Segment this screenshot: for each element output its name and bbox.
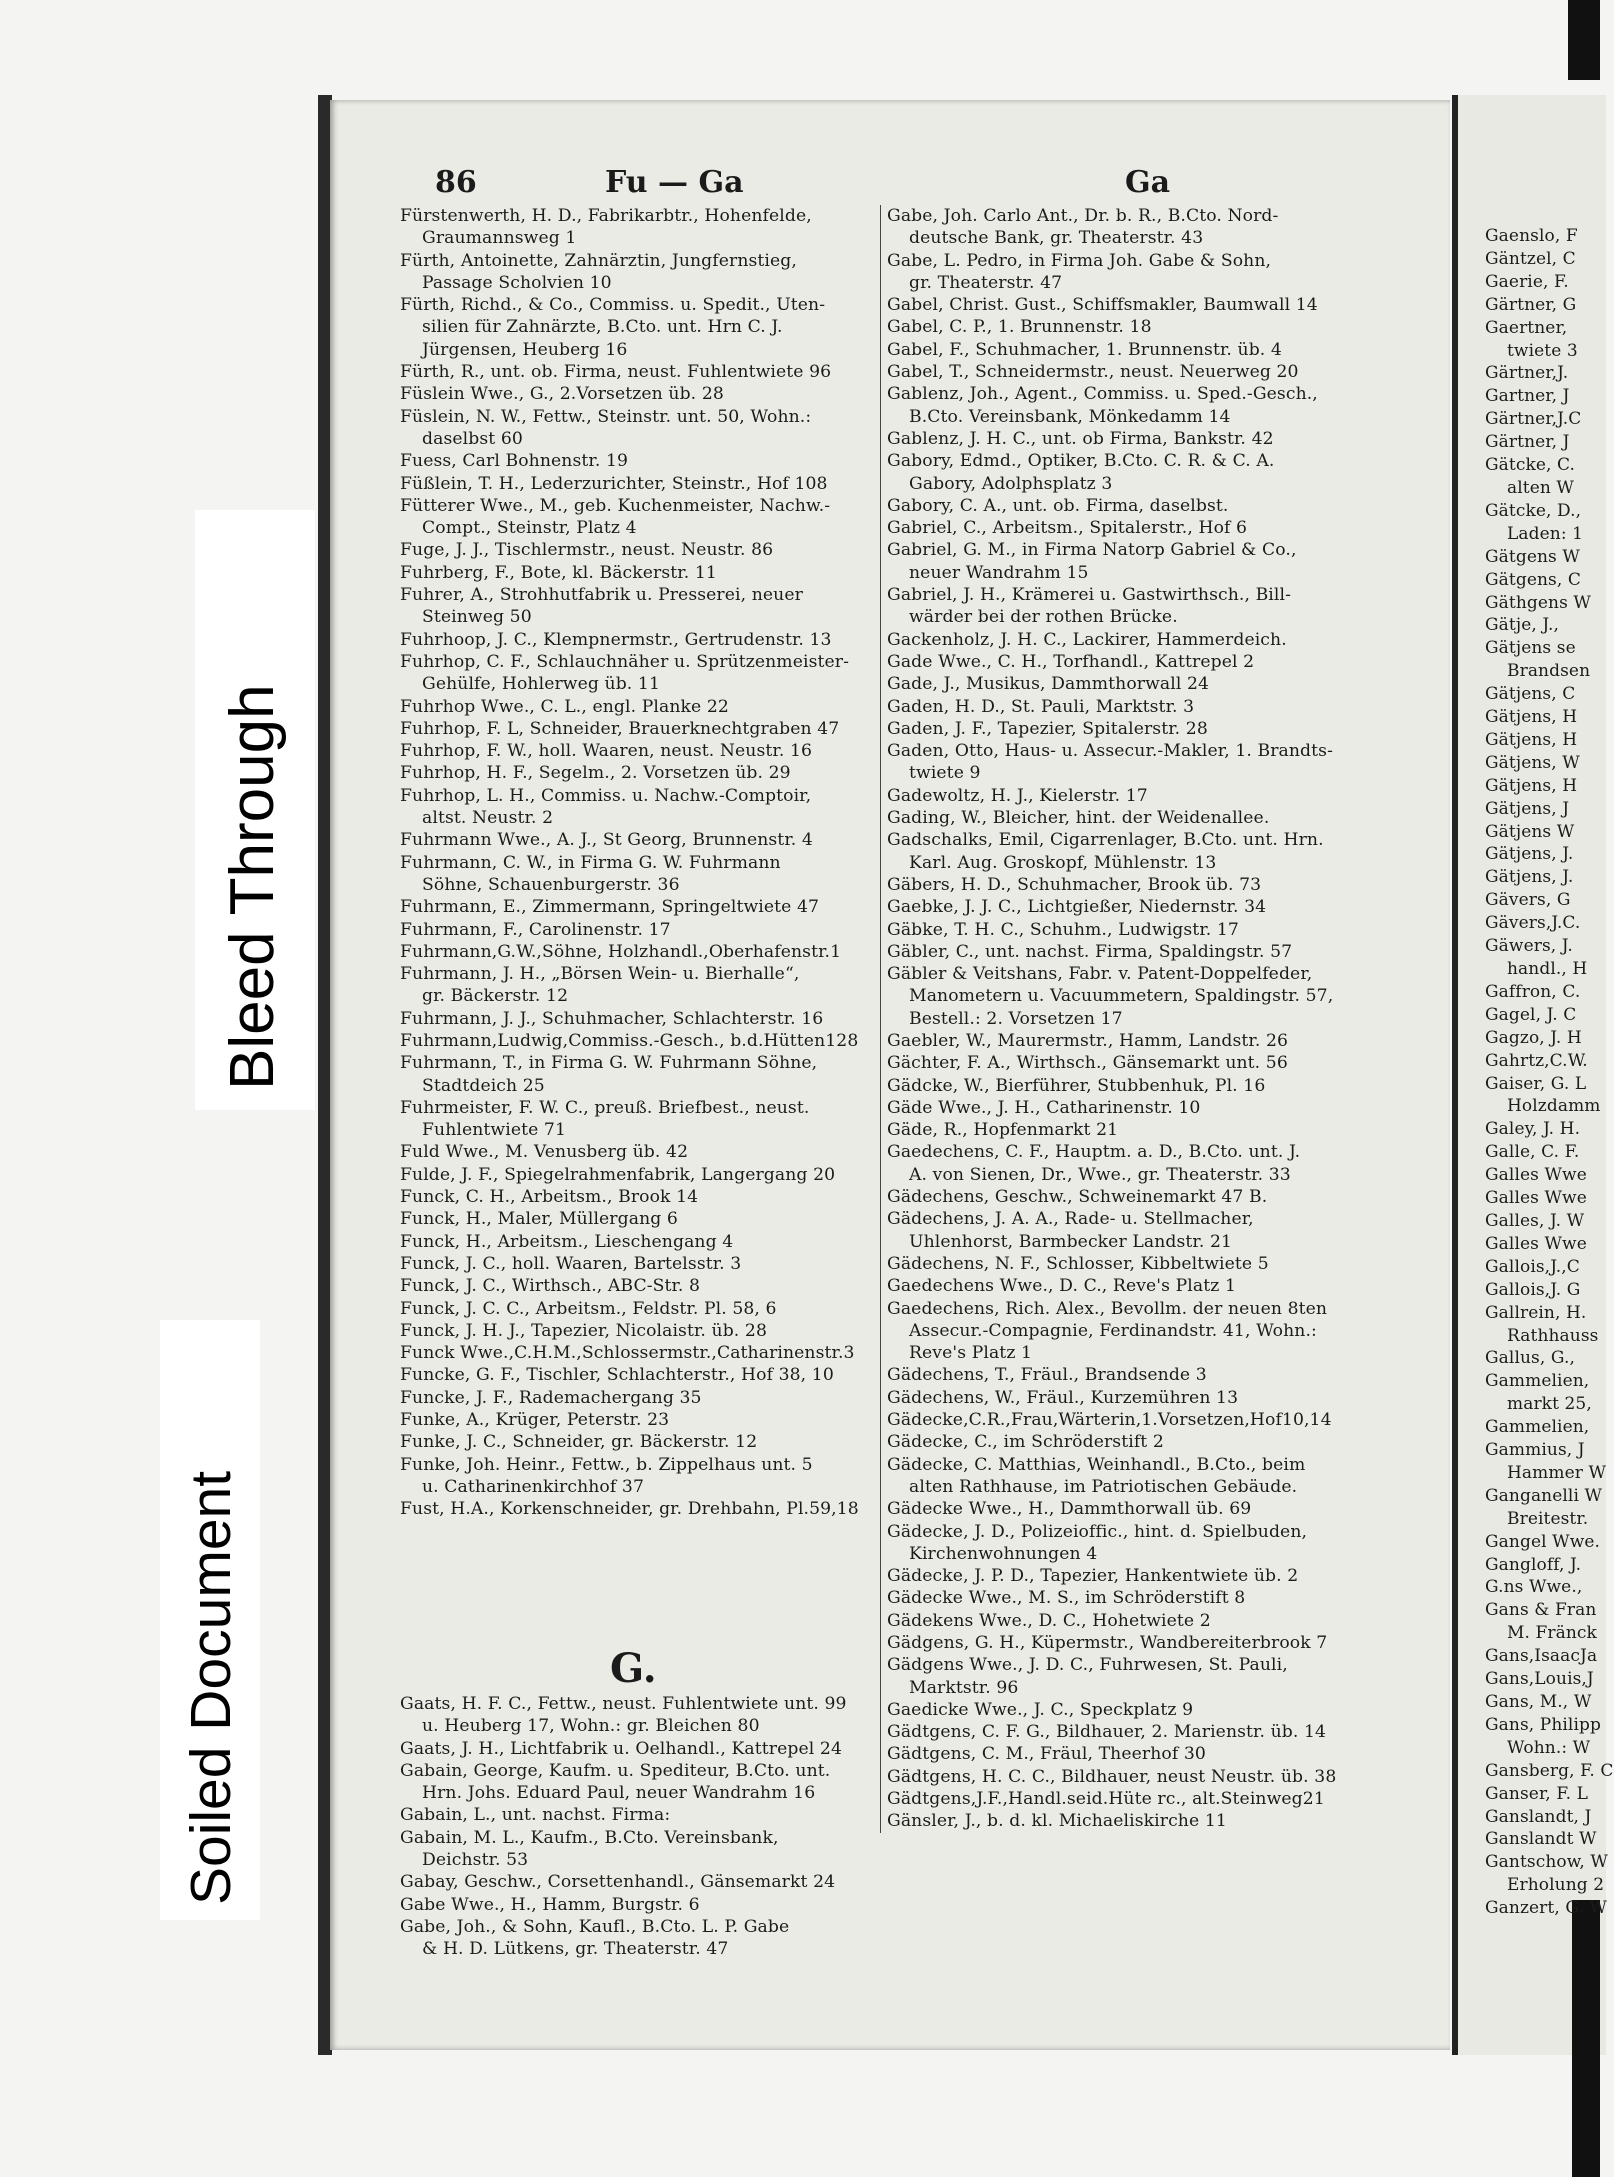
directory-entry-line: Gädechens, Geschw., Schweinemarkt 47 B. [887,1187,1268,1208]
directory-entry-line: Manometern u. Vacuummetern, Spaldingstr. 57, [909,986,1334,1007]
directory-entry-line: Gammelien, [1485,1371,1590,1392]
directory-entry-line: Gammelien, [1485,1417,1590,1438]
directory-entry-line: Gätjens, H [1485,729,1578,750]
directory-entry-line: Compt., Steinstr, Platz 4 [422,518,637,539]
directory-entry-line: Fuhrhop Wwe., C. L., engl. Planke 22 [400,696,729,717]
directory-entry-line: Gädekens Wwe., D. C., Hohetwiete 2 [887,1610,1211,1631]
directory-entry-line: A. von Sienen, Dr., Wwe., gr. Theaterstr. 33 [909,1164,1291,1185]
directory-entry-line: Gäde Wwe., J. H., Catharinenstr. 10 [887,1097,1201,1118]
directory-entry-line: Laden: 1 [1507,523,1584,544]
directory-entry-line: twiete 3 [1507,340,1578,361]
directory-entry-line: Gätgens W [1485,546,1580,567]
directory-entry-line: Gädtgens, H. C. C., Bildhauer, neust Neustr. üb. 38 [887,1766,1337,1787]
directory-entry-line: Gaiser, G. L [1485,1073,1587,1094]
directory-entry-line: neuer Wandrahm 15 [909,562,1089,583]
directory-entry-line: Gädecke, J. D., Polizeioffic., hint. d. Spielbuden, [887,1521,1308,1542]
directory-entry-line: Fuhrhop, F. W., holl. Waaren, neust. Neustr. 16 [400,741,813,762]
directory-entry-line: Gade, J., Musikus, Dammthorwall 24 [887,674,1210,695]
directory-entry-line: Gablenz, J. H. C., unt. ob Firma, Bankstr. 42 [887,428,1274,449]
directory-entry-line: Gätjens, J. [1485,844,1574,865]
directory-entry-line: Fuhrmann,Ludwig,Commiss.-Gesch., b.d.Hütten128 [400,1030,859,1051]
directory-entry-line: Gabel, F., Schuhmacher, 1. Brunnenstr. üb. 4 [887,339,1282,360]
directory-entry-line: Gadschalks, Emil, Cigarrenlager, B.Cto. unt. Hrn. [887,830,1324,851]
directory-entry-line: Karl. Aug. Groskopf, Mühlenstr. 13 [909,852,1217,873]
directory-entry-line: Fuld Wwe., M. Venusberg üb. 42 [400,1142,689,1163]
directory-entry-line: Galles, J. W [1485,1210,1585,1231]
directory-entry-line: Gädechens, N. F., Schlosser, Kibbeltwiete 5 [887,1253,1269,1274]
directory-entry-line: Fuhrmann, J. H., „Börsen Wein- u. Bierhalle“, [400,964,800,985]
soiled-document-label: Soiled Document [160,1320,260,1920]
directory-entry-line: Gabain, George, Kaufm. u. Spediteur, B.Cto. unt. [400,1760,831,1781]
directory-entry-line: alten Rathhause, im Patriotischen Gebäude. [909,1476,1298,1497]
directory-entry-line: Gätjens, J. [1485,867,1574,888]
directory-entry-line: Gaffron, C. [1485,981,1581,1002]
directory-entry-line: G.ns Wwe., [1485,1577,1583,1598]
directory-entry-line: Gätjens, W [1485,752,1580,773]
directory-entry-line: Gabe, L. Pedro, in Firma Joh. Gabe & Sohn, [887,250,1272,271]
directory-entry-line: Gabory, Adolphsplatz 3 [909,473,1113,494]
directory-entry-line: Assecur.-Compagnie, Ferdinandstr. 41, Wohn.: [909,1320,1317,1341]
directory-entry-line: Gabriel, J. H., Krämerei u. Gastwirthsch., Bill- [887,585,1292,606]
directory-entry-line: gr. Bäckerstr. 12 [422,986,569,1007]
directory-entry-line: Gallois,J.,C [1485,1256,1580,1277]
directory-entry-line: B.Cto. Vereinsbank, Mönkedamm 14 [909,406,1231,427]
directory-entry-line: Funck, J. C., Wirthsch., ABC-Str. 8 [400,1276,701,1297]
directory-entry-line: Galles Wwe [1485,1188,1587,1209]
directory-entry-line: Gaerie, F. [1485,271,1569,292]
directory-entry-line: Fuhrhop, L. H., Commiss. u. Nachw.-Comptoir, [400,785,812,806]
directory-entry-line: Ganser, F. L [1485,1783,1588,1804]
directory-entry-line: Gabory, Edmd., Optiker, B.Cto. C. R. & C. A. [887,451,1275,472]
directory-entry-line: Gabain, M. L., Kaufm., B.Cto. Vereinsbank, [400,1827,779,1848]
directory-entry-line: Funck, J. C. C., Arbeitsm., Feldstr. Pl. 58, 6 [400,1298,777,1319]
directory-entry-line: Gävers,J.C. [1485,913,1581,934]
directory-entry-line: Fuhrmann, J. J., Schuhmacher, Schlachterstr. 16 [400,1008,824,1029]
directory-entry-line: Fuhrmann,G.W.,Söhne, Holzhandl.,Oberhafenstr.1 [400,941,842,962]
directory-entry-line: Gaedechens Wwe., D. C., Reve's Platz 1 [887,1276,1236,1297]
directory-entry-line: Gäthgens W [1485,592,1591,613]
directory-entry-line: Funck Wwe.,C.H.M.,Schlossermstr.,Catharinenstr.3 [400,1343,855,1364]
directory-entry-line: markt 25, [1507,1394,1592,1415]
directory-entry-line: Gäwers, J. [1485,936,1573,957]
directory-entry-line: Gätjens, H [1485,707,1578,728]
directory-entry-line: Funck, H., Arbeitsm., Lieschengang 4 [400,1231,734,1252]
directory-entry-line: Söhne, Schauenburgerstr. 36 [422,874,680,895]
directory-entry-line: Wohn.: W [1507,1737,1591,1758]
directory-entry-line: Gammius, J [1485,1440,1585,1461]
facing-page-column [1485,225,1614,1920]
directory-entry-line: Gaats, H. F. C., Fettw., neust. Fuhlentwiete unt. 99 [400,1694,847,1714]
directory-entry-line: Gabe, Joh., & Sohn, Kaufl., B.Cto. L. P. Gabe [400,1916,790,1937]
directory-entry-line: Gädgens, G. H., Küpermstr., Wandbereiterbrook 7 [887,1633,1328,1653]
directory-entry-line: Funck, C. H., Arbeitsm., Brook 14 [400,1187,699,1208]
directory-entry-line: Gäbler, C., unt. nachst. Firma, Spaldingstr. 57 [887,941,1293,962]
directory-entry-line: Gaden, J. F., Tapezier, Spitalerstr. 28 [887,718,1208,739]
directory-entry-line: Fuhrmann, F., Carolinenstr. 17 [400,919,671,940]
scan-edge [1568,0,1600,80]
directory-entry-line: Fuhrhop, H. F., Segelm., 2. Vorsetzen üb. 29 [400,763,791,784]
directory-entry-line: Reve's Platz 1 [909,1343,1033,1364]
directory-entry-line: Funck, J. H. J., Tapezier, Nicolaistr. üb. 28 [400,1320,768,1341]
directory-entry-line: Fütterer Wwe., M., geb. Kuchenmeister, Nachw.- [400,495,831,516]
directory-entry-line: Gädtgens, C. F. G., Bildhauer, 2. Marienstr. üb. 14 [887,1722,1327,1743]
directory-entry-line: Erholung 2 [1507,1875,1605,1896]
directory-entry-line: Gagel, J. C [1485,1004,1577,1025]
directory-entry-line: Gangloff, J. [1485,1554,1582,1575]
directory-entry-line: Gagzo, J. H [1485,1027,1582,1048]
directory-entry-line: Gabriel, C., Arbeitsm., Spitalerstr., Hof 6 [887,518,1248,539]
directory-entry-line: Gätcke, C. [1485,455,1576,476]
page-header [435,165,1445,205]
directory-entry-line: gr. Theaterstr. 47 [909,272,1063,293]
directory-entry-line: Fuess, Carl Bohnenstr. 19 [400,451,629,472]
directory-entry-line: Gadewoltz, H. J., Kielerstr. 17 [887,785,1148,806]
page-number: 86 [435,165,477,200]
directory-entry-line: Gätjens, C [1485,684,1576,705]
directory-entry-line: Uhlenhorst, Barmbecker Landstr. 21 [909,1231,1233,1252]
directory-entry-line: Gädecke, C. Matthias, Weinhandl., B.Cto., beim [887,1454,1306,1475]
directory-entry-line: Galey, J. H. [1485,1119,1581,1140]
directory-entry-line: Hrn. Johs. Eduard Paul, neuer Wandrahm 16 [422,1783,816,1804]
directory-entry-line: Gabe, Joh. Carlo Ant., Dr. b. R., B.Cto. Nord- [887,206,1279,226]
directory-entry-line: altst. Neustr. 2 [422,808,554,829]
directory-entry-line: Ganslandt W [1485,1829,1597,1850]
directory-entry-line: Gans & Fran [1485,1600,1597,1621]
directory-entry-line: Funke, A., Krüger, Peterstr. 23 [400,1410,670,1431]
directory-entry-line: silien für Zahnärzte, B.Cto. unt. Hrn C. J. [422,317,783,338]
directory-entry-line: Fuhlentwiete 71 [422,1120,567,1141]
directory-entry-line: Gabel, Christ. Gust., Schiffsmakler, Baumwall 14 [887,295,1318,316]
directory-entry-line: Gahrtz,C.W. [1485,1050,1588,1071]
directory-entry-line: Funke, Joh. Heinr., Fettw., b. Zippelhaus unt. 5 [400,1454,813,1475]
directory-entry-line: & H. D. Lütkens, gr. Theaterstr. 47 [422,1939,729,1960]
directory-entry-line: Ganslandt, J [1485,1806,1592,1827]
directory-entry-line: Gade Wwe., C. H., Torfhandl., Kattrepel 2 [887,651,1255,672]
directory-entry-line: daselbst 60 [422,428,523,449]
directory-entry-line: Gäde, R., Hopfenmarkt 21 [887,1120,1119,1141]
directory-entry-line: Gaertner, [1485,317,1568,338]
directory-entry-line: twiete 9 [909,763,981,784]
directory-entry-line: Breitestr. [1507,1508,1589,1529]
directory-entry-line: Gäbers, H. D., Schuhmacher, Brook üb. 73 [887,874,1262,895]
directory-entry-line: Jürgensen, Heuberg 16 [422,339,628,360]
directory-entry-line: Fuhrhop, C. F., Schlauchnäher u. Sprützenmeister- [400,651,849,672]
middle-directory-column [880,205,1412,1833]
directory-entry-line: Galles Wwe [1485,1233,1587,1254]
directory-entry-line: Gans, Philipp [1485,1714,1601,1735]
directory-entry-line: Hammer W [1507,1462,1607,1483]
directory-entry-line: Gädecke, J. P. D., Tapezier, Hankentwiete üb. 2 [887,1566,1299,1587]
directory-entry-line: Gädgens Wwe., J. D. C., Fuhrwesen, St. Pauli, [887,1655,1288,1676]
directory-entry-line: Gädechens, J. A. A., Rade- u. Stellmacher, [887,1209,1254,1230]
directory-entry-line: Gaebke, J. J. C., Lichtgießer, Niedernstr. 34 [887,897,1267,918]
directory-entry-line: Gädechens, W., Fräul., Kurzemühren 13 [887,1387,1239,1408]
directory-entry-line: Gabory, C. A., unt. ob. Firma, daselbst. [887,495,1229,516]
directory-entry-line: Gading, W., Bleicher, hint. der Weidenallee. [887,808,1270,829]
directory-entry-line: Passage Scholvien 10 [422,272,612,293]
directory-entry-line: Galle, C. F. [1485,1142,1580,1163]
directory-entry-line: Füslein Wwe., G., 2.Vorsetzen üb. 28 [400,384,724,405]
directory-entry-line: Fuhrmann, E., Zimmermann, Springeltwiete 47 [400,897,820,918]
directory-entry-line: Gabain, L., unt. nachst. Firma: [400,1805,671,1826]
directory-entry-line: Fuhrhop, F. L, Schneider, Brauerknechtgraben 47 [400,718,840,739]
directory-entry-line: Rathhauss [1507,1325,1599,1346]
directory-entry-line: M. Fränck [1507,1623,1597,1644]
directory-entry-line: Brandsen [1507,661,1591,682]
directory-entry-line: Gartner, J [1485,386,1570,407]
directory-entry-line: wärder bei der rothen Brücke. [909,607,1178,628]
directory-entry-line: Gaebler, W., Maurermstr., Hamm, Landstr. 26 [887,1030,1289,1051]
left-directory-column [400,205,900,1521]
directory-entry-line: Gärtner,J.C [1485,409,1582,430]
section-letter: G. [610,1645,657,1692]
directory-entry-line: Gärtner, G [1485,294,1577,315]
directory-entry-line: deutsche Bank, gr. Theaterstr. 43 [909,228,1204,249]
directory-entry-line: u. Catharinenkirchhof 37 [422,1476,644,1497]
directory-entry-line: Gabel, T., Schneidermstr., neust. Neuerweg 20 [887,362,1299,383]
directory-entry-line: Fuhrer, A., Strohhutfabrik u. Presserei, neuer [400,585,803,606]
directory-entry-line: Gaats, J. H., Lichtfabrik u. Oelhandl., Kattrepel 24 [400,1738,842,1759]
directory-entry-line: alten W [1507,477,1574,498]
directory-entry-line: Gehülfe, Hohlerweg üb. 11 [422,674,661,695]
directory-entry-line: Bestell.: 2. Vorsetzen 17 [909,1008,1123,1029]
directory-entry-line: Graumannsweg 1 [422,228,577,249]
directory-entry-line: Gänsler, J., b. d. kl. Michaeliskirche 11 [887,1811,1227,1832]
directory-entry-line: Gansberg, F. C [1485,1760,1614,1781]
directory-entry-line: Gaden, H. D., St. Pauli, Marktstr. 3 [887,696,1195,717]
directory-entry-line: Gabel, C. P., 1. Brunnenstr. 18 [887,317,1152,338]
directory-entry-line: Gädecke,C.R.,Frau,Wärterin,1.Vorsetzen,Hof10,14 [887,1410,1332,1431]
directory-entry-line: Gärtner, J [1485,432,1570,453]
directory-entry-line: Gabe Wwe., H., Hamm, Burgstr. 6 [400,1894,700,1915]
directory-entry-line: Fuhrmann, C. W., in Firma G. W. Fuhrmann [400,852,781,873]
directory-entry-line: Gädtgens,J.F.,Handl.seid.Hüte rc., alt.Steinweg21 [887,1789,1325,1810]
directory-entry-line: Gätjens, J [1485,798,1570,819]
directory-entry-line: Gans,Louis,J [1485,1669,1594,1690]
directory-entry-line: Gävers, G [1485,890,1571,911]
directory-entry-line: Gantschow, W [1485,1852,1608,1873]
directory-entry-line: Deichstr. 53 [422,1850,529,1871]
directory-entry-line: Stadtdeich 25 [422,1075,545,1096]
directory-entry-line: Gädecke Wwe., H., Dammthorwall üb. 69 [887,1499,1252,1520]
directory-entry-line: Gädechens, T., Fräul., Brandsende 3 [887,1365,1207,1386]
directory-entry-line: Gätcke, D., [1485,500,1582,521]
directory-entry-line: Fuhrhoop, J. C., Klempnermstr., Gertrudenstr. 13 [400,629,832,650]
directory-entry-line: Gans, M., W [1485,1692,1592,1712]
directory-entry-line: Holzdamm [1507,1096,1601,1117]
directory-entry-line: Fuhrmeister, F. W. C., preuß. Briefbest., neust. [400,1097,810,1118]
directory-entry-line: Gabay, Geschw., Corsettenhandl., Gänsemarkt 24 [400,1872,836,1893]
directory-entry-line: Gäntzel, C [1485,248,1576,269]
directory-entry-line: Gackenholz, J. H. C., Lackirer, Hammerdeich. [887,629,1287,650]
directory-entry-line: Gablenz, Joh., Agent., Commiss. u. Sped.-Gesch., [887,384,1318,405]
directory-entry-line: Fulde, J. F., Spiegelrahmenfabrik, Langergang 20 [400,1164,836,1185]
directory-entry-line: Ganzert, G. W [1485,1898,1608,1919]
directory-entry-line: Fuhrmann Wwe., A. J., St Georg, Brunnenstr. 4 [400,830,813,851]
directory-entry-line: Gaenslo, F [1485,226,1578,246]
directory-entry-line: Fuhrberg, F., Bote, kl. Bäckerstr. 11 [400,562,717,583]
directory-entry-line: Gaedicke Wwe., J. C., Speckplatz 9 [887,1699,1194,1720]
directory-entry-line: Gätgens, C [1485,569,1581,590]
directory-entry-line: Funcke, G. F., Tischler, Schlachterstr., Hof 38, 10 [400,1365,834,1386]
directory-entry-line: Gans,IsaacJa [1485,1646,1598,1667]
directory-entry-line: Gaden, Otto, Haus- u. Assecur.-Makler, 1. Brandts- [887,741,1333,762]
directory-entry-line: Fürth, Antoinette, Zahnärztin, Jungfernstieg, [400,250,797,271]
directory-entry-line: Gätjens W [1485,821,1575,842]
directory-entry-line: Steinweg 50 [422,607,532,628]
directory-entry-line: Gaedechens, C. F., Hauptm. a. D., B.Cto. unt. J. [887,1142,1301,1163]
directory-entry-line: Fürth, R., unt. ob. Firma, neust. Fuhlentwiete 96 [400,362,832,383]
directory-entry-line: Fürstenwerth, H. D., Fabrikarbtr., Hohenfelde, [400,206,812,226]
directory-entry-line: Gallus, G., [1485,1348,1575,1369]
directory-entry-line: Gädecke Wwe., M. S., im Schröderstift 8 [887,1588,1246,1609]
directory-entry-line: Gäbler & Veitshans, Fabr. v. Patent-Doppelfeder, [887,964,1313,985]
directory-entry-line: Gallois,J. G [1485,1279,1581,1300]
directory-entry-line: Gätjens se [1485,638,1576,659]
directory-entry-line: Fuhrmann, T., in Firma G. W. Fuhrmann Söhne, [400,1053,818,1074]
directory-entry-line: Gabriel, G. M., in Firma Natorp Gabriel & Co., [887,540,1297,561]
directory-entry-line: Ganganelli W [1485,1485,1603,1506]
directory-entry-line: Gätje, J., [1485,615,1559,636]
right-running-head: Ga [1125,165,1171,200]
directory-entry-line: Gädecke, C., im Schröderstift 2 [887,1432,1164,1453]
directory-entry-line: u. Heuberg 17, Wohn.: gr. Bleichen 80 [422,1716,760,1737]
directory-entry-line: Marktstr. 96 [909,1677,1019,1698]
directory-entry-line: Füslein, N. W., Fettw., Steinstr. unt. 50, Wohn.: [400,406,812,427]
directory-entry-line: Funke, J. C., Schneider, gr. Bäckerstr. 12 [400,1432,758,1453]
bleed-through-label: Bleed Through [195,510,315,1110]
left-running-head: Fu — Ga [605,165,744,200]
directory-entry-line: Galles Wwe [1485,1165,1587,1186]
directory-entry-line: Funcke, J. F., Rademachergang 35 [400,1387,702,1408]
directory-entry-line: Gaedechens, Rich. Alex., Bevollm. der neuen 8ten [887,1298,1328,1319]
scan-edge [1572,1900,1600,2177]
directory-entry-line: Gächter, F. A., Wirthsch., Gänsemarkt unt. 56 [887,1053,1288,1074]
directory-entry-line: Kirchenwohnungen 4 [909,1543,1098,1564]
directory-entry-line: Funck, J. C., holl. Waaren, Bartelsstr. 3 [400,1253,742,1274]
directory-entry-line: Funck, H., Maler, Müllergang 6 [400,1209,678,1230]
directory-entry-line: Gätjens, H [1485,775,1578,796]
directory-entry-line: Fuge, J. J., Tischlermstr., neust. Neustr. 86 [400,540,774,561]
directory-entry-line: Gädcke, W., Bierführer, Stubbenhuk, Pl. 16 [887,1075,1266,1096]
directory-entry-line: Fürth, Richd., & Co., Commiss. u. Spedit., Uten- [400,295,826,316]
directory-entry-line: Gangel Wwe. [1485,1531,1601,1552]
directory-entry-line: Füßlein, T. H., Lederzurichter, Steinstr., Hof 108 [400,473,828,494]
directory-entry-line: handl., H [1507,959,1588,979]
directory-entry-line: Gädtgens, C. M., Fräul, Theerhof 30 [887,1744,1206,1765]
directory-entry-line: Fust, H.A., Korkenschneider, gr. Drehbahn, Pl.59,18 [400,1499,859,1520]
directory-entry-line: Gäbke, T. H. C., Schuhm., Ludwigstr. 17 [887,919,1239,940]
left-directory-column-g [400,1693,900,1961]
directory-entry-line: Gallrein, H. [1485,1302,1587,1323]
directory-entry-line: Gärtner,J. [1485,363,1569,384]
